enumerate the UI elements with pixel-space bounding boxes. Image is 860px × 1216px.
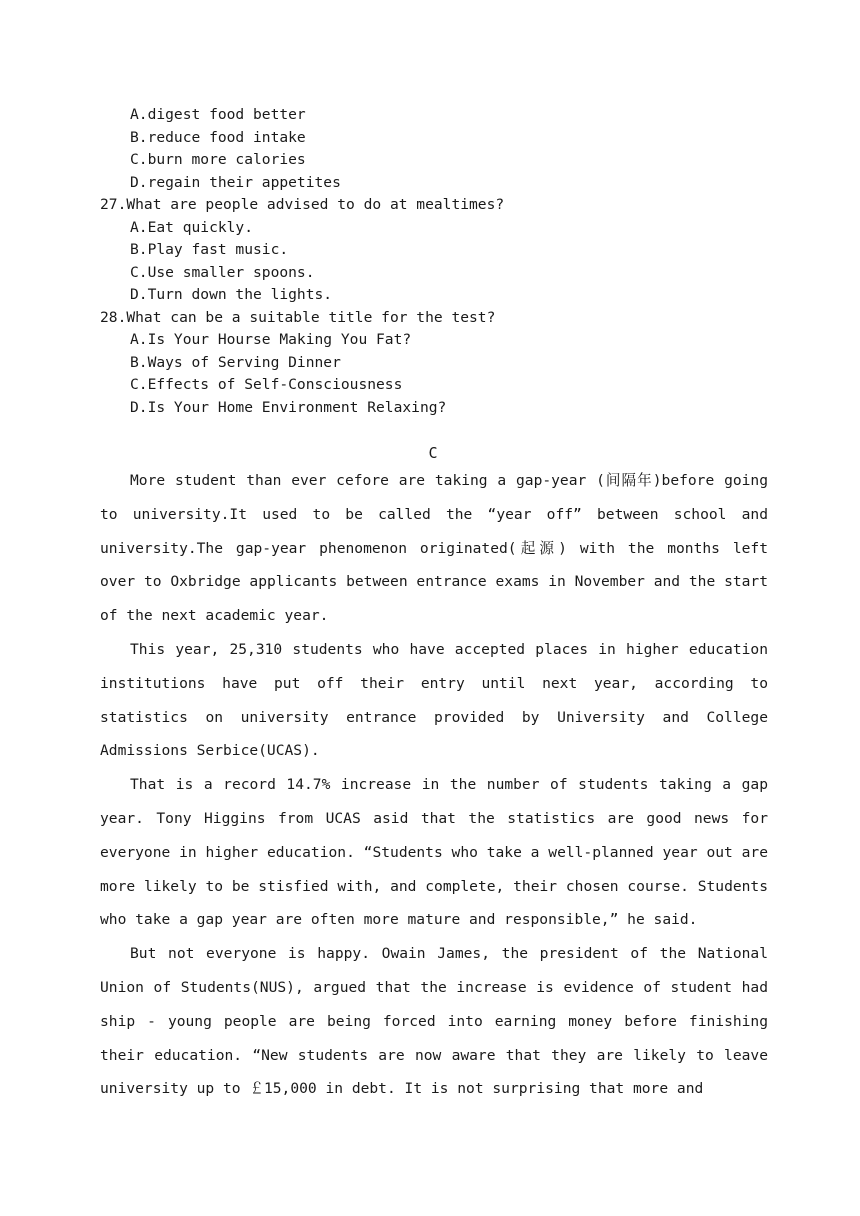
q26-option-a: A.digest food better (130, 106, 306, 123)
q28-option-b: B.Ways of Serving Dinner (130, 353, 341, 371)
q28-stem: 28.What can be a suitable title for the test? (100, 308, 496, 326)
q28-option-a: A.Is Your Hourse Making You Fat? (130, 331, 412, 348)
q27-option-c: C.Use smaller spoons. (130, 263, 315, 281)
passage-paragraph: More student than ever cefore are taking a gap-year (间隔年)before going to university.It used to be called the “year off” between school and university.The gap-year phenomenon originated(起源) with the months left over to Oxbridge applicants between entrance exams in November and the start of the next academic year. (100, 472, 768, 625)
q26-option-b: B.reduce food intake (130, 128, 306, 146)
q28-option-c: C.Effects of Self-Consciousness (130, 376, 403, 393)
reading-passage (100, 464, 768, 1106)
section-heading: C (428, 444, 438, 462)
questions-block (100, 104, 780, 419)
q27-option-a: A.Eat quickly. (130, 218, 254, 236)
q27-option-d: D.Turn down the lights. (130, 286, 333, 303)
passage-paragraph: This year, 25,310 students who have accepted places in higher education institutions have put off their entry until next year, according to statistics on university entrance provided by University and College Admissions Serbice(UCAS). (100, 640, 768, 760)
q27-option-b: B.Play fast music. (130, 241, 289, 258)
passage-paragraph: But not everyone is happy. Owain James, the president of the National Union of Students(NUS), argued that the increase is evidence of student had ship - young people are being forced into earning money before finishing their education. “New students are now aware that they are likely to leave university up to ￡15,000 in debt. It is not surprising that more and (100, 945, 768, 1098)
q26-option-c: C.burn more calories (130, 151, 306, 168)
q27-stem: 27.What are people advised to do at mealtimes? (100, 196, 505, 213)
passage-paragraph: That is a record 14.7% increase in the number of students taking a gap year. Tony Higgins from UCAS asid that the statistics are good news for everyone in higher education. “Students who take a well-planned year out are more likely to be stisfied with, and complete, their chosen course. Students who take a gap year are often more mature and responsible,” he said. (100, 776, 768, 929)
q28-option-d: D.Is Your Home Environment Relaxing? (130, 398, 447, 416)
q26-option-d: D.regain their appetites (130, 173, 341, 191)
